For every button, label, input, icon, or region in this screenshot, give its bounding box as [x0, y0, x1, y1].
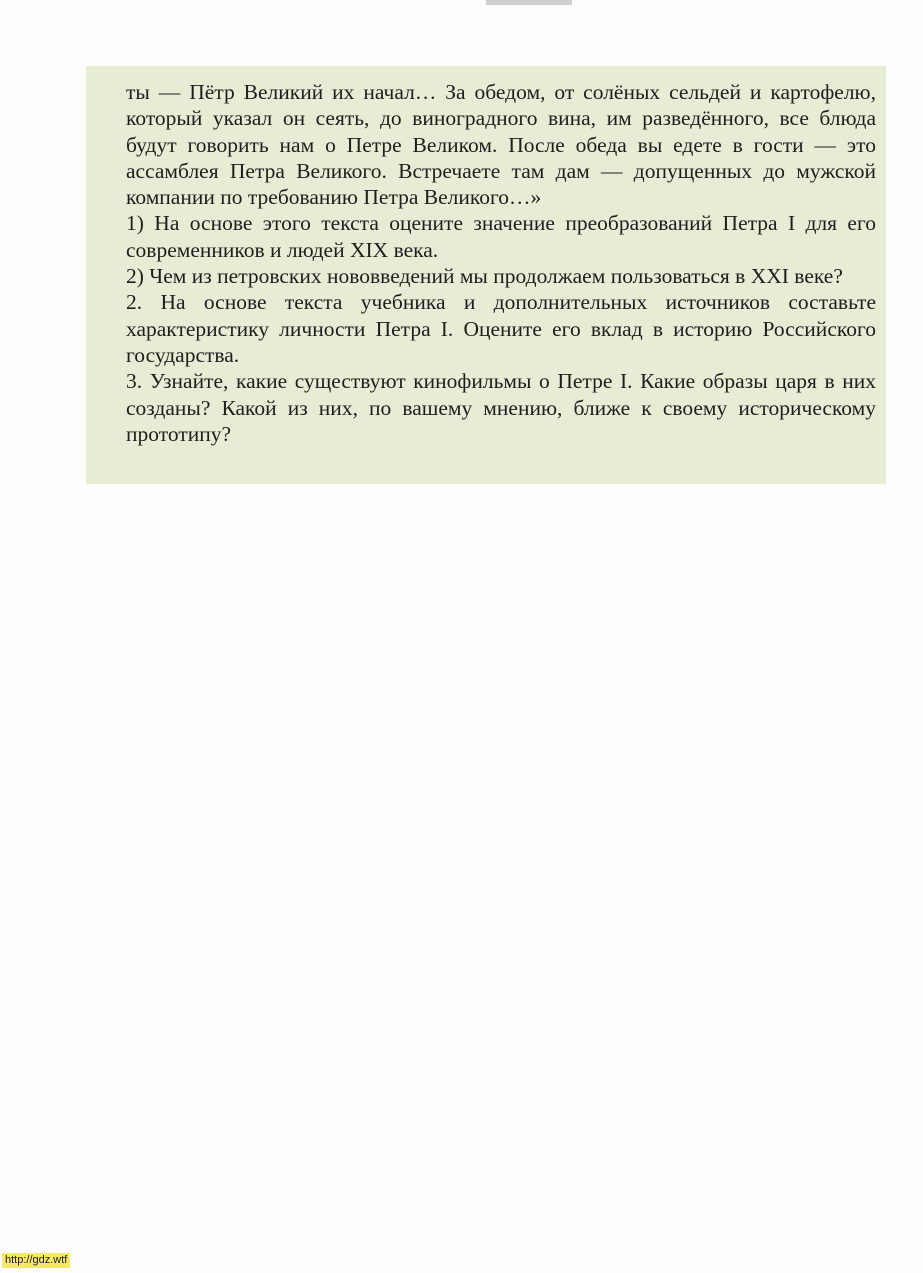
question-1-paragraph: 1) На основе этого текста оцените значение преобразований Петра I для его современников и людей XIX века.: [126, 211, 876, 262]
quote-continuation-paragraph: ты — Пётр Великий их начал… За обедом, от солёных сельдей и картофелю, который указал он сеять, до виноградного вина, им разведённого, все блюда будут говорить нам о Петре Великом. После обеда вы едете в гости — это ассамблея Петра Великого. Встречаете там дам — допущенных до мужской компании по требованию Петра Великого…»: [126, 80, 876, 210]
assignment-text: [126, 79, 876, 447]
question-2-paragraph: 2) Чем из петровских нововведений мы продолжаем пользоваться в XXI веке?: [126, 264, 843, 289]
watermark-link[interactable]: http://gdz.wtf: [2, 1253, 70, 1268]
task-2-paragraph: 2. На основе текста учебника и дополнительных источников составьте характеристику личности Петра I. Оцените его вклад в историю Российского государства.: [126, 290, 876, 367]
task-3-paragraph: 3. Узнайте, какие существуют кинофильмы о Петре I. Какие образы царя в них созданы? Какой из них, по вашему мнению, ближе к своему историческому прототипу?: [126, 369, 876, 446]
scan-edge-mark: [486, 0, 572, 5]
